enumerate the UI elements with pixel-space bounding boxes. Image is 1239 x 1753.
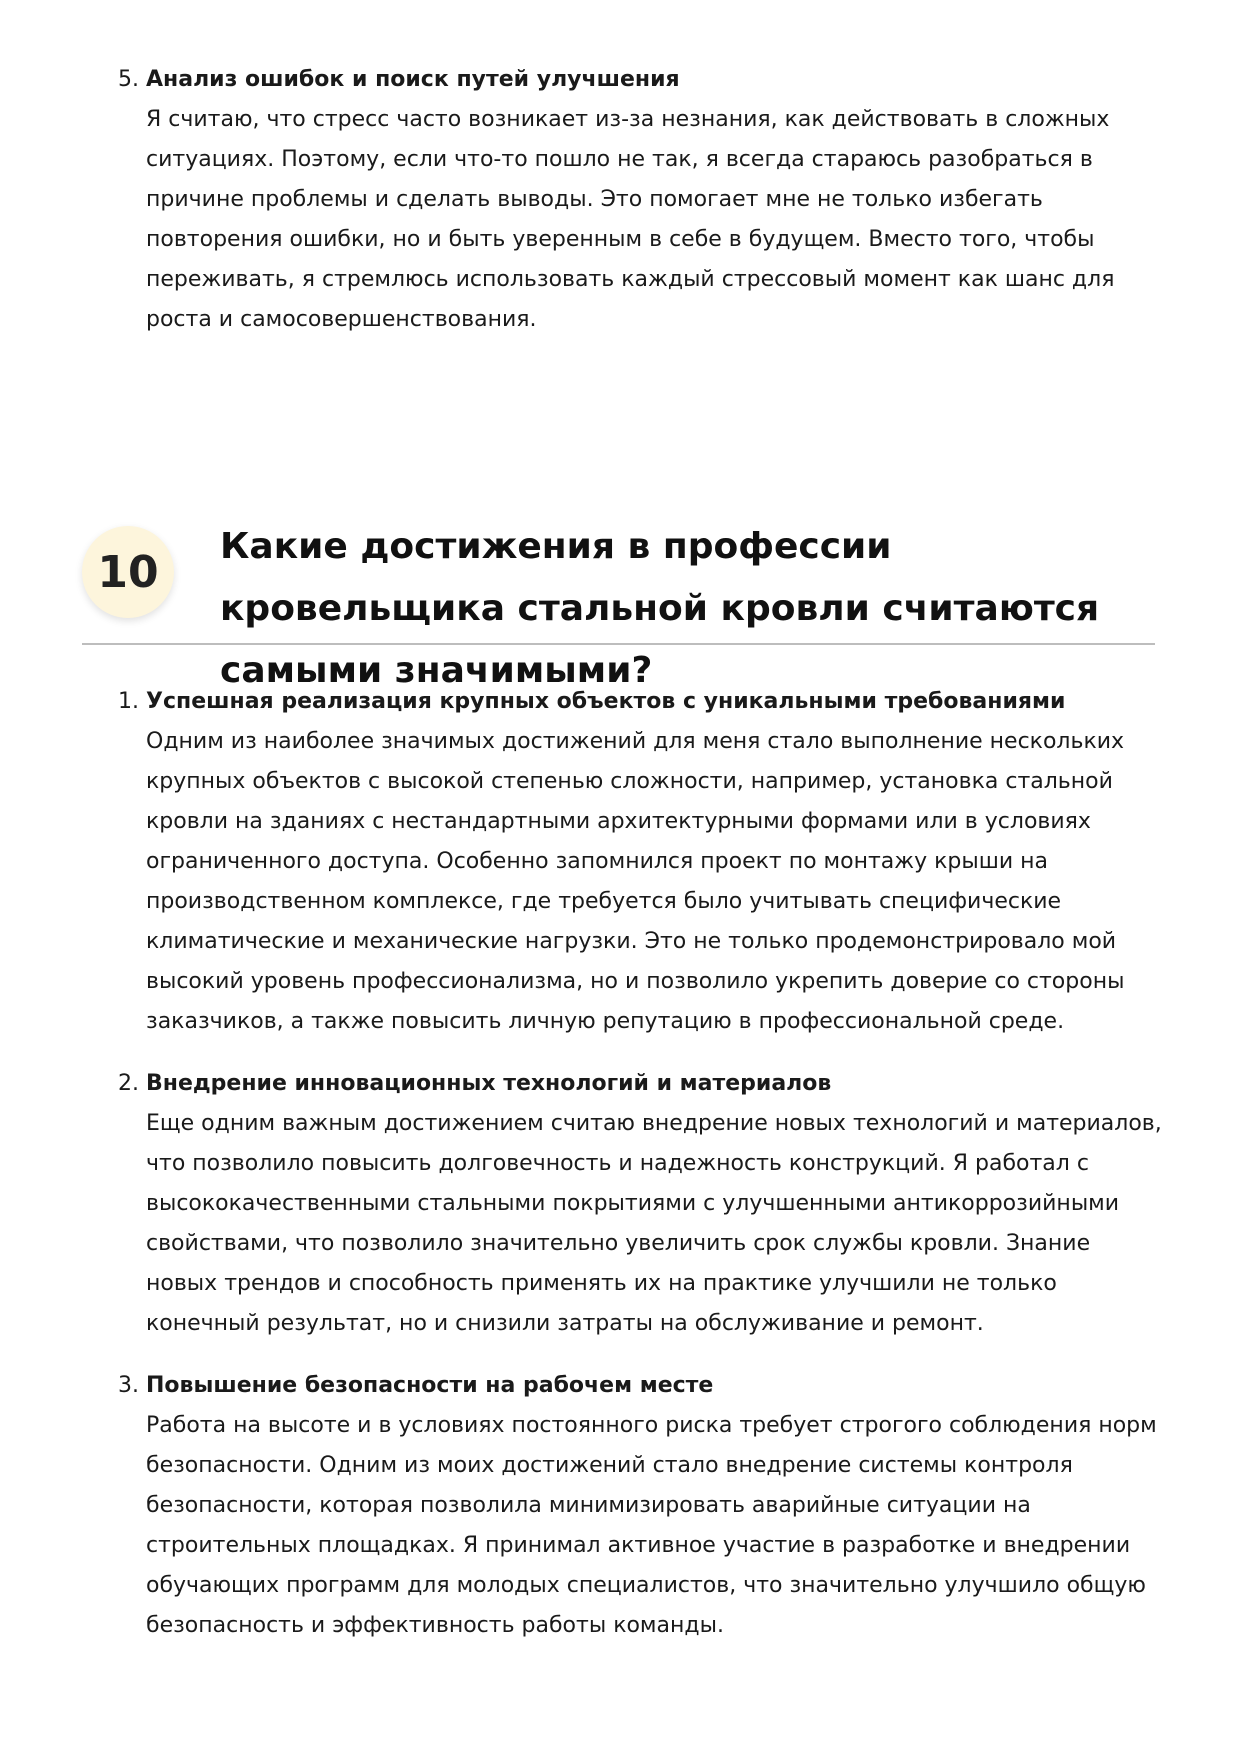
list-item <box>118 60 1163 340</box>
list-item-text: Я считаю, что стресс часто возникает из-за незнания, как действовать в сложных ситуациях. Поэтому, если что-то пошло не так, я всегда стараюсь разобраться в причине проблемы и сделать выводы. Это помогает мне не только избегать повторения ошибки, но и быть уверенным в себе в будущем. Вместо того, чтобы переживать, я стремлюсь использовать каждый стрессовый момент как шанс для роста и самосовершенствования. <box>146 107 1115 332</box>
list-item-number: 5. <box>118 67 139 92</box>
list-item-title: Внедрение инновационных технологий и материалов <box>146 1071 832 1096</box>
section-number: 10 <box>97 546 159 598</box>
list-item-number: 1. <box>118 689 139 714</box>
section-title: Какие достижения в профессии кровельщика стальной кровли считаются самыми значимыми? <box>220 526 1100 691</box>
section-number-badge <box>82 526 174 618</box>
list-item-text: Еще одним важным достижением считаю внедрение новых технологий и материалов, что позволило повысить долговечность и надежность конструкций. Я работал с высококачественными стальными покрытиями с улучшенными антикоррозийными свойствами, что позволило значительно увеличить срок службы кровли. Знание новых трендов и способность применять их на практике улучшили не только конечный результат, но и снизили затраты на обслуживание и ремонт. <box>146 1111 1162 1336</box>
list-item-number: 2. <box>118 1071 139 1096</box>
section-divider <box>82 643 1155 645</box>
section-header <box>82 516 1157 691</box>
list-item-number: 3. <box>118 1373 139 1398</box>
list-item <box>118 682 1163 1042</box>
bottom-list <box>118 682 1163 1668</box>
list-item-text: Одним из наиболее значимых достижений для меня стало выполнение нескольких крупных объектов с высокой степенью сложности, например, установка стальной кровли на зданиях с нестандартными архитектурными формами или в условиях ограниченного доступа. Особенно запомнился проект по монтажу крыши на производственном комплексе, где требуется было учитывать специфические климатические и механические нагрузки. Это не только продемонстрировало мой высокий уровень профессионализма, но и позволило укрепить доверие со стороны заказчиков, а также повысить личную репутацию в профессиональной среде. <box>146 729 1125 1034</box>
list-item-title: Повышение безопасности на рабочем месте <box>146 1373 714 1398</box>
top-list <box>118 60 1163 362</box>
list-item-text: Работа на высоте и в условиях постоянного риска требует строгого соблюдения норм безопасности. Одним из моих достижений стало внедрение системы контроля безопасности, которая позволила минимизировать аварийные ситуации на строительных площадках. Я принимал активное участие в разработке и внедрении обучающих программ для молодых специалистов, что значительно улучшило общую безопасность и эффективность работы команды. <box>146 1413 1157 1638</box>
list-item-title: Анализ ошибок и поиск путей улучшения <box>146 67 680 92</box>
list-item-title: Успешная реализация крупных объектов с уникальными требованиями <box>146 689 1066 714</box>
list-item <box>118 1366 1163 1646</box>
list-item <box>118 1064 1163 1344</box>
